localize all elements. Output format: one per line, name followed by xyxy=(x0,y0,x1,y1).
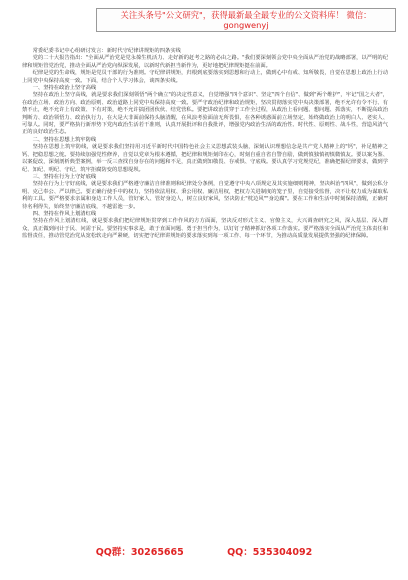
banner-line-1: 关注头条号"公文研究"，获得最新最全最专业的公文资料库！ 微信：gongwenyj xyxy=(120,10,372,30)
section-heading: 一、坚持在政治上坚守高线 xyxy=(32,85,97,92)
qq-number: QQ：535304092 xyxy=(227,547,313,558)
intro-paragraph: 纪律是党的生命线，规矩是党员干部的行为准则。守纪律讲规矩，归根到底要落实到思想和行动上，做到心中有戒、知所敬畏，自觉在思想上政治上行动上同党中央保持高度一致。下面，结合个人学习体会，谈四条实线。 xyxy=(22,70,388,84)
document-body xyxy=(22,48,388,241)
section-paragraph: 坚持在思想上筑牢防线，就是要求我们坚持用习近平新时代中国特色社会主义思想武装头脑，深刻认识理想信念是共产党人精神上的"钙"，补足精神之钙、把稳思想之舵。要持续加强党性修养，自觉以党章为根本遵循，把纪律和规矩刻印在心，时刻自重自省自警自励，做到慎独慎初慎微慎友。要以案为鉴、以案促改，深刻剖析典型案例，举一反三查找自身存在的问题和不足，真正做到知敬畏、存戒惧、守底线。要认真学习党规党纪，准确把握纪律要求，做到学纪、知纪、明纪、守纪，筑牢拒腐防变的思想堤坝。 xyxy=(22,144,388,173)
section-paragraph: 坚持在作风上划清红线，就是要求我们把纪律规矩贯穿到工作作风的方方面面，坚决反对形式主义、官僚主义，大兴调查研究之风，深入基层、深入群众，真正做到问计于民、问需于民。要坚持实事求是，敢于直面问题、勇于担当作为，以钉钉子精神抓好各项工作落实。要严格落实全面从严治党主体责任和监督责任，推动管党治党从宽松软走向严紧硬，切实把守纪律讲规矩的要求落实到每一项工作、每一个环节，为推动高质量发展提供坚强的纪律保障。 xyxy=(22,218,388,240)
section-paragraph: 坚持在政治上坚守高线，就是要求我们深刻领悟"两个确立"的决定性意义，自觉增强"四个意识"、坚定"四个自信"、做到"两个维护"，牢记"国之大者"，在政治立场、政治方向、政治原则、政治道路上同党中央保持高度一致。要严守政治纪律和政治规矩，坚决贯彻落实党中央决策部署，绝不允许有令不行、有禁不止，绝不允许上有政策、下有对策，绝不允许搞团团伙伙、结党营私。要把讲政治贯穿于工作全过程，从政治上看问题、想问题、抓落实，不断提高政治判断力、政治领悟力、政治执行力，在大是大非面前保持头脑清醒，在风浪考验面前无所畏惧，在各种诱惑面前立场坚定，始终做政治上的明白人、老实人、可靠人。同时，要严格执行新形势下党内政治生活若干准则，认真开展批评和自我批评，增强党内政治生活的政治性、时代性、原则性、战斗性，营造风清气正的良好政治生态。 xyxy=(22,92,388,136)
section-heading: 四、坚持在作风上划清红线 xyxy=(32,210,97,217)
section-heading: 二、坚持在思想上筑牢防线 xyxy=(32,136,97,143)
footer-contact xyxy=(0,544,408,558)
intro-paragraph: 党的二十大报告指出："全面从严治党是党永葆生机活力、走好新的赶考之路的必由之路。"我们要深刻领会党中央全面从严治党的战略部署，以严明的纪律和规矩管党治党，推动全面从严治党向纵深发展，以新时代新担当新作为，更好地把纪律规矩挺在前面。 xyxy=(22,55,388,69)
section-heading: 三、坚持在行为上守好底线 xyxy=(32,173,97,180)
section-paragraph: 坚持在行为上守好底线，就是要求我们严格遵守廉洁自律准则和纪律处分条例，自觉遵守中央八项规定及其实施细则精神，坚决纠治"四风"，做到公私分明、克己奉公、严以律己。要正确行使手中的权力，坚持依法用权、秉公用权、廉洁用权，把权力关进制度的笼子里，自觉接受监督，决不让权力成为谋取私利的工具。要严格要求亲属和身边工作人员，管好家人、管好身边人，树立良好家风，坚决防止"枕边风""身边腐"。要在工作和生活中时刻保持清醒，正确对待名利得失，始终坚守廉洁底线，不越雷池一步。 xyxy=(22,181,388,210)
document-title: 常委纪委书记中心组研讨发言：新时代守纪律讲规矩的四条实线 xyxy=(32,48,181,54)
qq-group: QQ群：30265665 xyxy=(95,547,184,558)
promo-banner xyxy=(96,8,396,32)
